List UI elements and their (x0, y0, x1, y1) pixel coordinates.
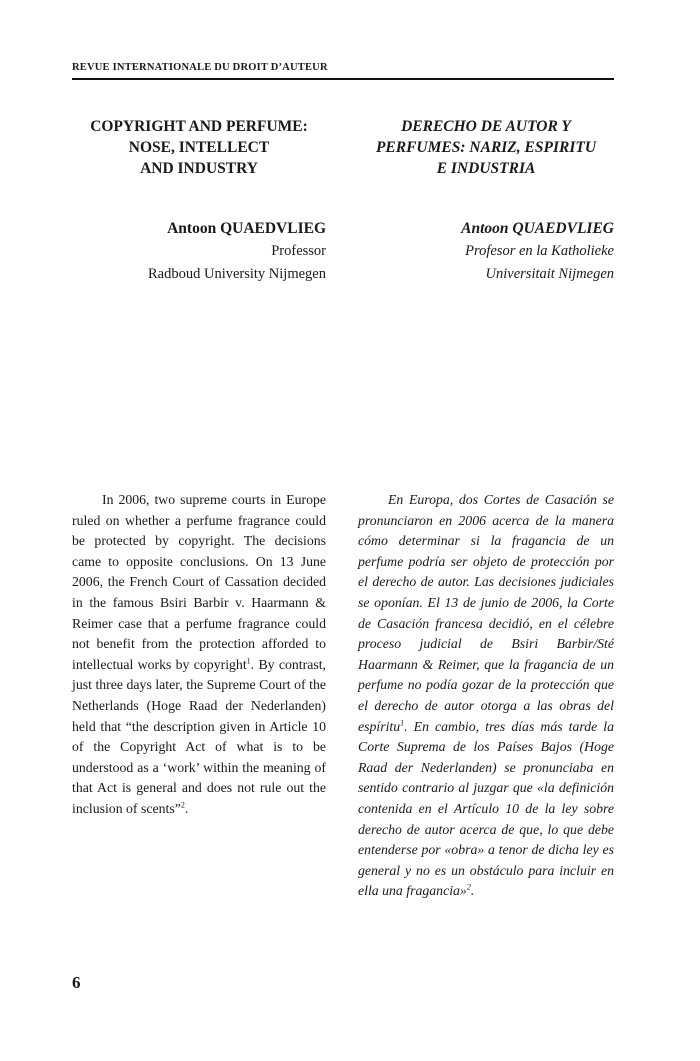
english-text: In 2006, two supreme courts in Europe ruled on whether a perfume fragrance could be protected by copyright. The decisions came to opposite conclusions. On 13 June 2006, the French Court of Cassation decided in the famous Bsiri Barbir v. Haarmann & Reimer case that a perfume fragrance could not benefit from the protection afforded to intellectual works by copyright (72, 492, 326, 672)
english-text: . By contrast, just three days later, the Supreme Court of the Netherlands (Hoge Raad der Nederlanden) held that “the description given in Article 10 of the Copyright Act of what is to be understood as a ‘work’ within the meaning of that Act is general and does not rule out the inclusion of scents” (72, 656, 326, 816)
spanish-title-line: DERECHO DE AUTOR Y (401, 118, 571, 135)
spanish-text: . (470, 883, 475, 899)
footnote-ref-1[interactable]: 1 (400, 717, 405, 727)
footnote-ref-2[interactable]: 2 (466, 882, 471, 892)
spanish-text: En Europa, dos Cortes de Casación se pronunciaron en 2006 acerca de la manera cómo determinar si la fragancia de un perfume podría ser objeto de protección por el derecho de autor. Las decisiones judiciales se oponían. El 13 de junio de 2006, la Corte de Casación francesa decidió, en el célebre proceso judicial de Bsiri Barbir/Sté Haarmann & Reimer, que la fragancia de un perfume no podía gozar de la protección que el derecho de autor otorga a las obras del espíritu (358, 492, 614, 734)
footnote-ref-1[interactable]: 1 (246, 656, 251, 666)
running-header: REVUE INTERNATIONALE DU DROIT D’AUTEUR (72, 62, 328, 73)
english-title (72, 116, 326, 179)
english-author-role: Professor (271, 243, 326, 259)
english-author-name: Antoon QUAEDVLIEG (167, 220, 326, 237)
spanish-author-affiliation: Universitait Nijmegen (485, 266, 614, 282)
english-text: . (184, 800, 189, 816)
english-body-paragraph (72, 490, 326, 820)
page-number: 6 (72, 973, 81, 992)
header-rule (72, 78, 614, 80)
spanish-text: . En cambio, tres días más tarde la Corte Suprema de los Países Bajos (Hoge Raad der Nederlanden) se pronunciaba en sentido contrario al juzgar que «la definición contenida en el Artículo 10 de la ley sobre derecho de autor acerca de que, lo que debe entenderse por «obra» a tenor de dicha ley es general y no es un obstáculo para incluir en ella una fragancia» (358, 718, 614, 899)
spanish-title-line: E INDUSTRIA (436, 160, 536, 177)
english-title-line: AND INDUSTRY (140, 160, 258, 177)
footnote-ref-2[interactable]: 2 (180, 800, 185, 810)
spanish-author-role: Profesor en la Katholieke (465, 243, 614, 259)
english-title-line: NOSE, INTELLECT (128, 139, 270, 156)
spanish-title (358, 116, 614, 179)
spanish-author-name: Antoon QUAEDVLIEG (461, 220, 614, 237)
spanish-author-block (358, 217, 614, 286)
spanish-body-paragraph (358, 490, 614, 902)
english-author-affiliation: Radboud University Nijmegen (147, 266, 326, 282)
english-title-line: COPYRIGHT AND PERFUME: (90, 118, 308, 135)
english-author-block (72, 217, 326, 286)
spanish-title-line: PERFUMES: NARIZ, ESPIRITU (375, 139, 597, 156)
